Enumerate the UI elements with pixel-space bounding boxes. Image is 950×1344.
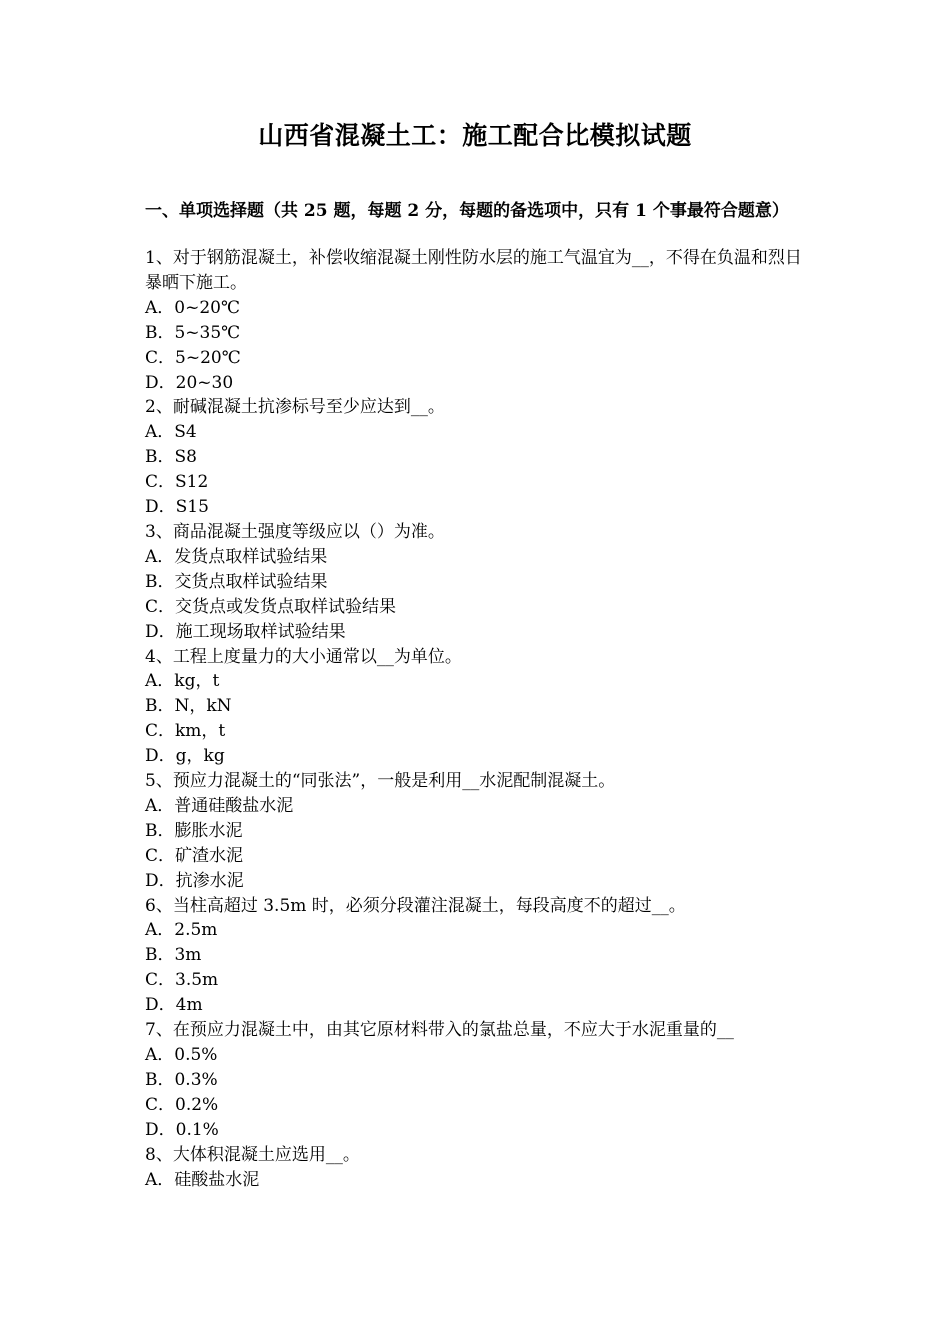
answer-option: D．20~30 — [145, 372, 234, 393]
answer-option: A．0~20℃ — [145, 297, 240, 318]
question-stem: 3、商品混凝土强度等级应以（）为准。 — [145, 521, 445, 542]
question-block — [145, 769, 810, 894]
answer-option: D．施工现场取样试验结果 — [145, 621, 346, 642]
question-block — [145, 894, 810, 1019]
answer-option: D．0.1% — [145, 1119, 219, 1140]
answer-option: B．0.3% — [145, 1069, 218, 1090]
answer-option: C．5~20℃ — [145, 347, 241, 368]
answer-option: C．交货点或发货点取样试验结果 — [145, 596, 397, 617]
answer-option: A．0.5% — [145, 1045, 218, 1065]
answer-option: C．km，t — [145, 721, 226, 742]
question-block — [145, 1018, 810, 1143]
answer-option: A．普通硅酸盐水泥 — [145, 795, 294, 816]
question-stem: 8、大体积混凝土应选用__。 — [145, 1144, 360, 1165]
answer-option: B．交货点取样试验结果 — [145, 571, 328, 592]
section-heading: 一、单项选择题（共 25 题，每题 2 分，每题的备选项中，只有 1 个事最符合题意） — [145, 201, 789, 221]
answer-option: B．3m — [145, 945, 202, 966]
question-stem: 1、对于钢筋混凝土，补偿收缩混凝土刚性防水层的施工气温宜为__，不得在负温和烈日暴晒下施工。 — [145, 248, 802, 293]
answer-option: B．膨胀水泥 — [145, 820, 243, 841]
question-block — [145, 395, 810, 520]
answer-option: C．0.2% — [145, 1094, 219, 1115]
answer-option: D．4m — [145, 995, 203, 1016]
question-stem: 7、在预应力混凝土中，由其它原材料带入的氯盐总量，不应大于水泥重量的__ — [145, 1020, 734, 1041]
answer-option: D．g，kg — [145, 746, 225, 767]
answer-option: B．S8 — [145, 447, 197, 468]
page-title: 山西省混凝土工：施工配合比模拟试题 — [258, 121, 692, 150]
answer-option: C．3.5m — [145, 970, 219, 991]
answer-option: B．N，kN — [145, 696, 232, 717]
question-list — [145, 246, 810, 1192]
answer-option: A．S4 — [145, 422, 197, 443]
question-block — [145, 1143, 810, 1193]
question-stem: 4、工程上度量力的大小通常以__为单位。 — [145, 646, 462, 667]
answer-option: A．2.5m — [145, 920, 218, 941]
answer-option: C．矿渣水泥 — [145, 845, 244, 866]
question-block — [145, 645, 810, 770]
question-stem: 6、当柱高超过 3.5m 时，必须分段灌注混凝土，每段高度不的超过__。 — [145, 895, 686, 916]
answer-option: A．发货点取样试验结果 — [145, 546, 328, 567]
answer-option: B．5~35℃ — [145, 322, 241, 343]
question-stem: 5、预应力混凝土的“同张法”，一般是利用__水泥配制混凝土。 — [145, 771, 616, 792]
answer-option: A．kg，t — [145, 671, 220, 692]
answer-option: C．S12 — [145, 472, 209, 493]
answer-option: D．抗渗水泥 — [145, 870, 244, 891]
answer-option: A．硅酸盐水泥 — [145, 1169, 260, 1190]
answer-option: D．S15 — [145, 497, 209, 518]
question-stem: 2、耐碱混凝土抗渗标号至少应达到__。 — [145, 397, 445, 418]
question-block — [145, 246, 810, 395]
question-block — [145, 520, 810, 645]
